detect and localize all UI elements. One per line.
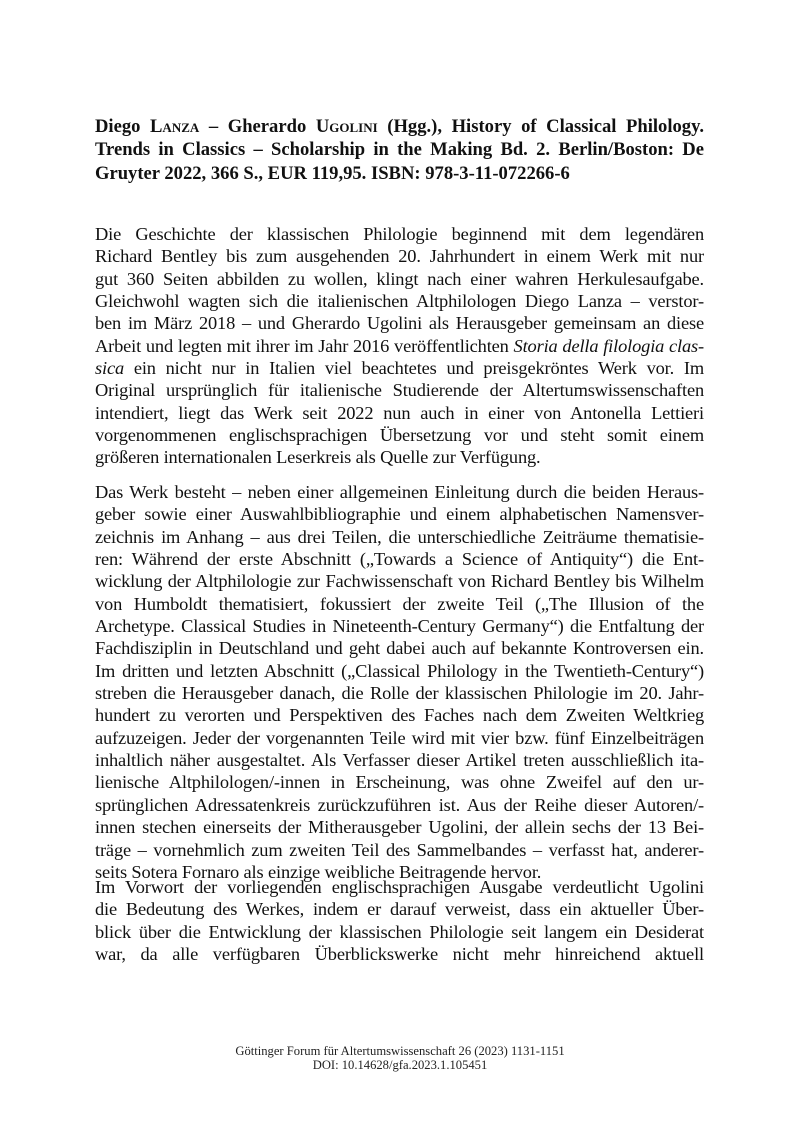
text-line bbox=[95, 503, 704, 525]
text-line bbox=[95, 268, 704, 290]
heading-line bbox=[95, 115, 704, 138]
text-segment: zeichnis im Anhang – aus drei Teilen, die unterschiedliche Zeiträume thematisie- bbox=[95, 526, 704, 547]
text-line bbox=[95, 921, 704, 943]
heading-line bbox=[95, 162, 704, 185]
paragraph-1 bbox=[95, 223, 704, 469]
text-segment: ren: Während der erste Abschnitt („Towards a Science of Antiquity“) die Ent- bbox=[95, 549, 704, 570]
text-segment: seits Sotera Fornaro als einzige weibliche Beitragende hervor. bbox=[95, 861, 542, 882]
paragraph-2 bbox=[95, 481, 704, 883]
text-line bbox=[95, 682, 704, 704]
text-line bbox=[95, 898, 704, 920]
book-title-italic: sica bbox=[95, 358, 125, 379]
text-line bbox=[95, 771, 704, 793]
text-line bbox=[95, 570, 704, 592]
text-segment: wicklung der Altphilologie zur Fachwissenschaft von Richard Bentley bis Wilhelm bbox=[95, 571, 704, 592]
paragraph-3 bbox=[95, 876, 704, 965]
text-line bbox=[95, 794, 704, 816]
text-segment: aufzuzeigen. Jeder der vorgenannten Teile wird mit vier bzw. fünf Einzelbeiträgen bbox=[95, 727, 704, 748]
page-footer bbox=[0, 1045, 800, 1072]
text-segment: vorgenommenen englischsprachigen Übersetzung vor und steht somit einem bbox=[95, 425, 704, 446]
heading-text: Gruyter 2022, 366 S., EUR 119,95. ISBN: 978-3-11-072266-6 bbox=[95, 162, 570, 184]
text-segment: inhaltlich näher ausgestaltet. Als Verfasser dieser Artikel treten ausschließlich ita- bbox=[95, 750, 704, 771]
text-segment: streben die Herausgeber danach, die Rolle der klassischen Philologie im 20. Jahr- bbox=[95, 683, 704, 704]
text-segment: Die Geschichte der klassischen Philologie beginnend mit dem legendären bbox=[95, 224, 704, 244]
text-line bbox=[95, 245, 704, 267]
text-segment: blick über die Entwicklung der klassischen Philologie seit langem ein Desiderat bbox=[95, 921, 704, 942]
text-segment: Richard Bentley bis zum ausgehenden 20. Jahrhundert in einem Werk mit nur bbox=[95, 246, 704, 267]
text-segment: Das Werk besteht – neben einer allgemeinen Einleitung durch die beiden Heraus- bbox=[95, 482, 704, 502]
heading-line bbox=[95, 138, 704, 161]
text-segment: lienische Altphilologen/-innen in Erscheinung, was ohne Zweifel auf den ur- bbox=[95, 772, 704, 793]
text-segment: Im dritten und letzten Abschnitt („Classical Philology in the Twentieth-Century“) bbox=[95, 660, 704, 681]
text-line bbox=[95, 749, 704, 771]
text-segment: Original ursprünglich für italienische Studierende der Altertumswissenschaften bbox=[95, 380, 704, 401]
heading-text: Trends in Classics – Scholarship in the Making Bd. 2. Berlin/Boston: De bbox=[95, 139, 704, 161]
text-segment: Gleichwohl wagten sich die italienischen Altphilologen Diego Lanza – verstor- bbox=[95, 291, 704, 312]
text-line bbox=[95, 446, 704, 468]
text-line bbox=[95, 615, 704, 637]
text-segment: träge – vornehmlich zum zweiten Teil des Sammelbandes – verfasst hat, anderer- bbox=[95, 839, 704, 860]
text-line bbox=[95, 943, 704, 965]
text-line bbox=[95, 402, 704, 424]
heading-text: (Hgg.), History of Classical Philology. bbox=[377, 116, 704, 137]
text-segment: Fachdisziplin in Deutschland und geht dabei auch auf bekannte Kontroversen ein. bbox=[95, 638, 704, 659]
text-line bbox=[95, 379, 704, 401]
heading-text: – Gherardo bbox=[199, 116, 316, 137]
text-line bbox=[95, 290, 704, 312]
text-segment: ein nicht nur in Italien viel beachtetes und preisgekröntes Werk vor. Im bbox=[124, 358, 704, 379]
editor-surname: Ugolini bbox=[315, 116, 378, 137]
text-line bbox=[95, 593, 704, 615]
text-line bbox=[95, 637, 704, 659]
text-line bbox=[95, 704, 704, 726]
text-line bbox=[95, 660, 704, 682]
text-segment: innen stechen einerseits der Mitherausgeber Ugolini, der allein sechs der 13 Bei- bbox=[95, 817, 704, 838]
text-line bbox=[95, 816, 704, 838]
text-line bbox=[95, 548, 704, 570]
text-segment: geber sowie einer Auswahlbibliographie und einem alphabetischen Namensver- bbox=[95, 504, 704, 525]
text-segment: von Humboldt thematisiert, fokussiert der zweite Teil („The Illusion of the bbox=[95, 593, 704, 614]
text-line bbox=[95, 526, 704, 548]
text-segment: intendiert, liegt das Werk seit 2022 nun auch in einer von Antonella Lettieri bbox=[95, 402, 704, 423]
review-heading bbox=[95, 115, 704, 185]
text-line bbox=[95, 727, 704, 749]
text-line bbox=[95, 424, 704, 446]
text-segment: sprünglichen Adressatenkreis zurückzuführen ist. Aus der Reihe dieser Autoren/- bbox=[95, 794, 704, 815]
text-line bbox=[95, 839, 704, 861]
text-line bbox=[95, 357, 704, 379]
text-segment: gut 360 Seiten abbilden zu wollen, klingt nach einer wahren Herkulesaufgabe. bbox=[95, 268, 704, 289]
text-line bbox=[95, 312, 704, 334]
heading-text: Diego bbox=[95, 116, 151, 137]
text-line bbox=[95, 876, 704, 898]
text-line bbox=[95, 481, 704, 503]
footer-journal-citation: Göttinger Forum für Altertumswissenschaft 26 (2023) 1131-1151 bbox=[235, 1044, 565, 1058]
text-line bbox=[95, 223, 704, 245]
text-segment: die Bedeutung des Werkes, indem er darauf verweist, dass ein aktueller Über- bbox=[95, 899, 704, 920]
editor-surname: Lanza bbox=[150, 116, 200, 137]
text-segment: war, da alle verfügbaren Überblickswerke nicht mehr hinreichend aktuell bbox=[95, 944, 704, 965]
footer-doi: DOI: 10.14628/gfa.2023.1.105451 bbox=[312, 1057, 488, 1072]
text-segment: Im Vorwort der vorliegenden englischsprachigen Ausgabe verdeutlicht Ugolini bbox=[95, 877, 704, 897]
text-line bbox=[95, 335, 704, 357]
text-segment: größeren internationalen Leserkreis als Quelle zur Verfügung. bbox=[95, 447, 541, 468]
text-segment: Arbeit und legten mit ihrer im Jahr 2016 veröffentlichten bbox=[95, 335, 514, 356]
text-segment: hundert zu verorten und Perspektiven des Faches nach dem Zweiten Weltkrieg bbox=[95, 705, 704, 726]
text-segment: Archetype. Classical Studies in Nineteenth-Century Germany“) die Entfaltung der bbox=[95, 616, 704, 637]
text-segment: ben im März 2018 – und Gherardo Ugolini als Herausgeber gemeinsam an diese bbox=[95, 313, 704, 334]
book-title-italic: Storia della filologia clas- bbox=[513, 335, 704, 356]
